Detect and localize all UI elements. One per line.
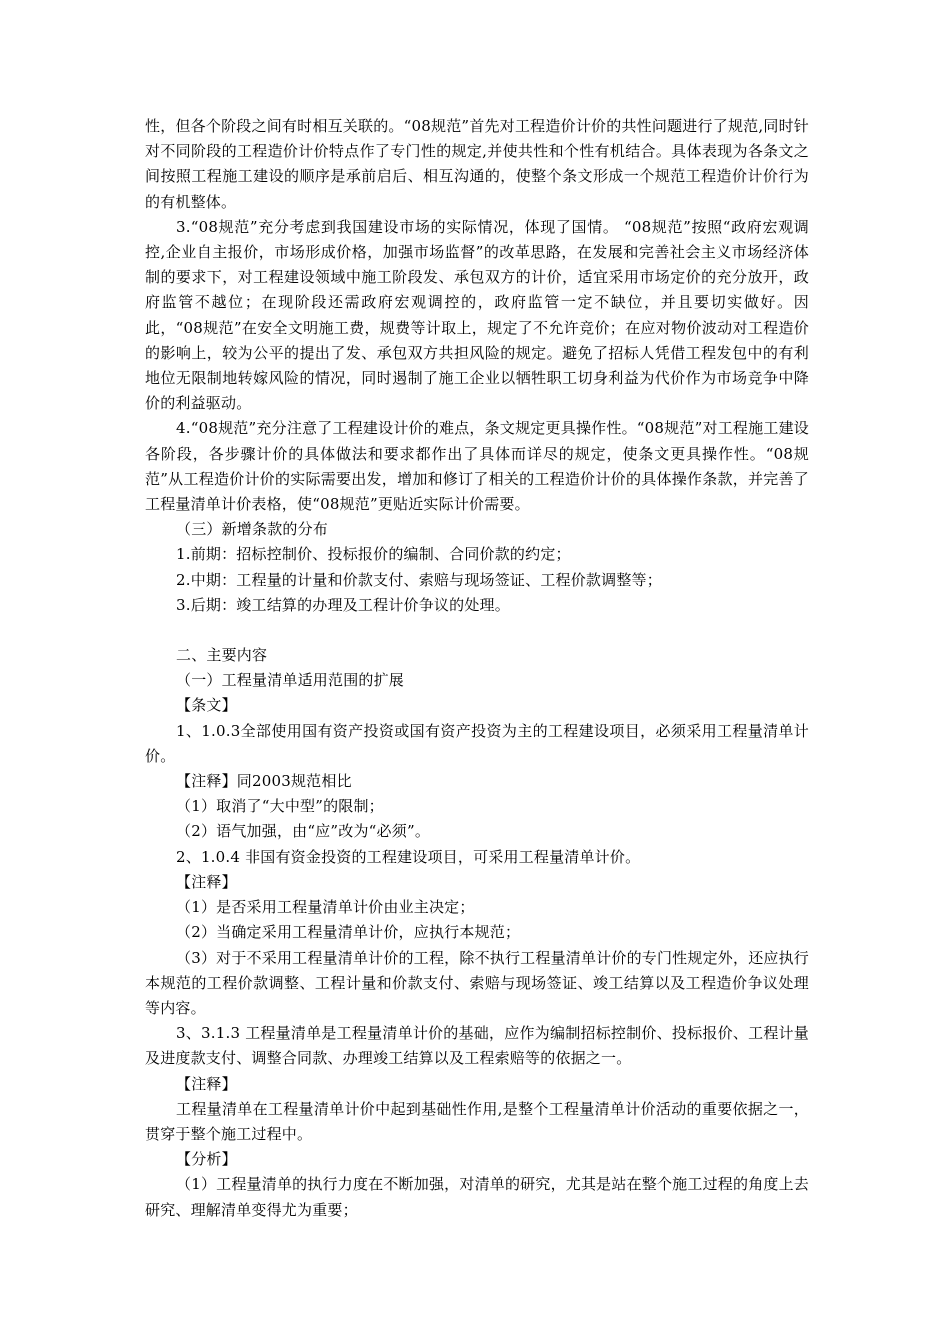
note-item-owner-decides: （1）是否采用工程量清单计价由业主决定； <box>176 898 475 917</box>
note-item-1: （1）取消了“大中型”的限制； <box>176 797 384 816</box>
section-heading-scope: （一）工程量清单适用范围的扩展 <box>176 671 405 690</box>
note-item-apply-spec: （2）当确定采用工程量清单计价，应执行本规范； <box>176 923 521 942</box>
paragraph-point-4: 4.“08规范”充分注意了工程建设计价的难点，条文规定更具操作性。“08规范”对工程施工建设各阶段，各步骤计价的具体做法和要求都作出了具体而详尽的规定，使条文更具操作性。“08规范”从工程造价计价的实际需要出发，增加和修订了相关的工程造价计价的具体操作条款，并完善了工程量清单计价表格，使“08规范”更贴近实际计价需要。 <box>145 419 809 514</box>
note-list-basis: 工程量清单在工程量清单计价中起到基础性作用,是整个工程量清单计价活动的重要依据之一，贯穿于整个施工过程中。 <box>145 1099 809 1143</box>
clause-1-0-3: 1、1.0.3全部使用国有资产投资或国有资产投资为主的工程建设项目，必须采用工程量清单计价。 <box>145 721 809 765</box>
note-item-2: （2）语气加强，由“应”改为“必须”。 <box>176 822 431 841</box>
clause-3-1-3: 3、3.1.3 工程量清单是工程量清单计价的基础，应作为编制招标控制价、投标报价、工程计量及进度款支付、调整合同款、办理竣工结算以及工程索赔等的依据之一。 <box>145 1024 809 1068</box>
analysis-item-1: （1）工程量清单的执行力度在不断加强，对清单的研究，尤其是站在整个施工过程的角度上去研究、理解清单变得尤为重要； <box>145 1175 809 1219</box>
list-item-early-stage: 1.前期：招标控制价、投标报价的编制、合同价款的约定； <box>176 545 571 564</box>
label-clause: 【条文】 <box>176 696 237 715</box>
list-item-middle-stage: 2.中期：工程量的计量和价款支付、索赔与现场签证、工程价款调整等； <box>176 570 662 589</box>
list-item-late-stage: 3.后期：竣工结算的办理及工程计价争议的处理。 <box>176 595 510 614</box>
section-heading-new-clauses: （三）新增条款的分布 <box>176 520 329 539</box>
label-note-2: 【注释】 <box>176 1074 237 1093</box>
paragraph-point-3: 3.“08规范”充分考虑到我国建设市场的实际情况，体现了国情。 “08规范”按照“政府宏观调控,企业自主报价，市场形成价格，加强市场监督”的改革思路，在发展和完善社会主义市场经济体制的要求下，对工程建设领域中施工阶段发、承包双方的计价，适宜采用市场定价的充分放开，政府监管不越位；在现阶段还需政府宏观调控的，政府监管一定不缺位，并且要切实做好。因此，“08规范”在安全文明施工费，规费等计取上，规定了不允许竞价；在应对物价波动对工程造价的影响上，较为公平的提出了发、承包双方共担风险的规定。避免了招标人凭借工程发包中的有利地位无限制地转嫁风险的情况，同时遏制了施工企业以牺牲职工切身利益为代价作为市场竞争中降价的利益驱动。 <box>145 217 809 413</box>
label-analysis: 【分析】 <box>176 1150 237 1169</box>
label-note-compare: 【注释】同2003规范相比 <box>176 772 352 791</box>
paragraph-continuation: 性，但各个阶段之间有时相互关联的。“08规范”首先对工程造价计价的共性问题进行了规范,同时针对不同阶段的工程造价计价特点作了专门性的规定,并使共性和个性有机结合。具体表现为各条文之间按照工程施工建设的顺序是承前启后、相互沟通的，使整个条文形成一个规范工程造价计价行为的有机整体。 <box>145 117 809 211</box>
blank-line <box>145 618 809 643</box>
note-item-non-list: （3）对于不采用工程量清单计价的工程，除不执行工程量清单计价的专门性规定外，还应执行本规范的工程价款调整、工程计量和价款支付、索赔与现场签证、竣工结算以及工程造价争议处理等内容。 <box>145 948 809 1017</box>
clause-1-0-4: 2、1.0.4 非国有资金投资的工程建设项目，可采用工程量清单计价。 <box>176 847 641 866</box>
label-note: 【注释】 <box>176 872 237 891</box>
document-page <box>145 114 809 1223</box>
chapter-heading-main-content: 二、主要内容 <box>176 646 268 665</box>
